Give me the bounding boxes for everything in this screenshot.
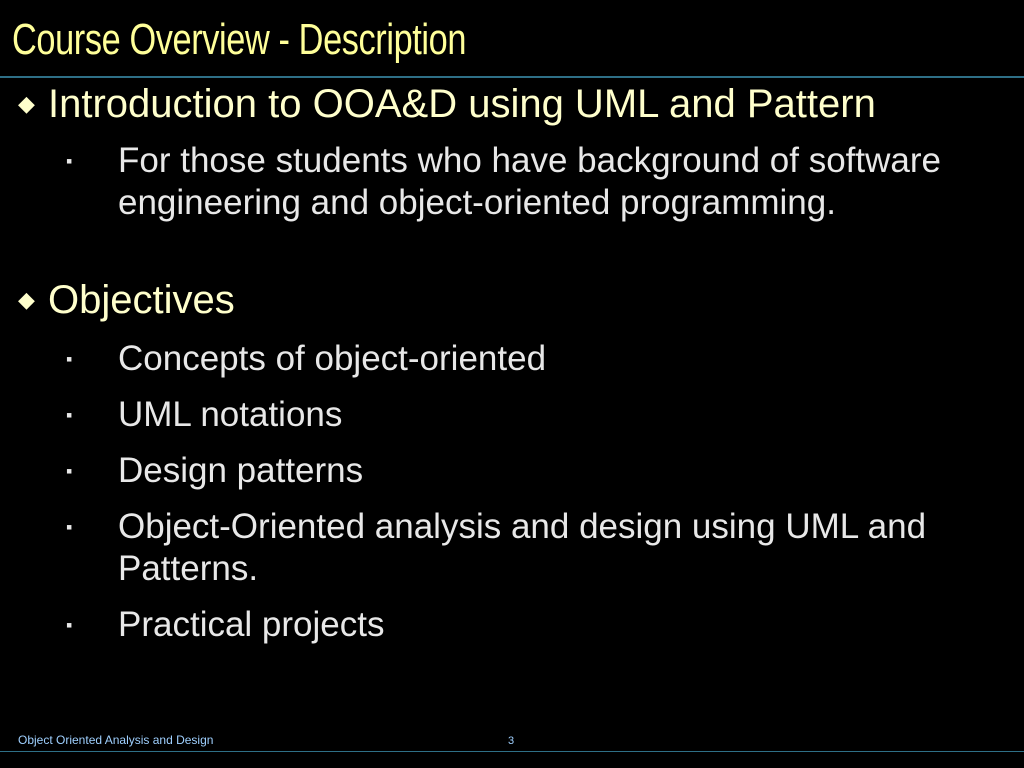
list-item-text: Practical projects [118, 605, 385, 644]
section-heading-objectives [18, 278, 235, 322]
list-item [64, 140, 978, 224]
list-item-text: UML notations [118, 395, 343, 434]
footer-divider [0, 751, 1024, 752]
diamond-bullet-icon: ◆ [18, 91, 35, 116]
list-item [64, 394, 978, 436]
square-bullet-icon: ▪ [66, 461, 73, 481]
list-item [64, 450, 978, 492]
diamond-bullet-icon: ◆ [18, 287, 35, 312]
list-item-text: Object-Oriented analysis and design using UML and Patterns. [118, 507, 927, 588]
square-bullet-icon: ▪ [66, 405, 73, 425]
title-divider [0, 76, 1024, 78]
list-item [64, 506, 978, 590]
footer-page-number: 3 [508, 735, 515, 747]
section-heading-text: Objectives [48, 278, 235, 322]
square-bullet-icon: ▪ [66, 615, 73, 635]
square-bullet-icon: ▪ [66, 517, 73, 537]
list-item-text: Design patterns [118, 451, 364, 490]
square-bullet-icon: ▪ [66, 349, 73, 369]
list-item-text: For those students who have background of software engineering and object-oriented programming. [118, 141, 941, 222]
list-item-text: Concepts of object-oriented [118, 339, 547, 378]
section-heading-text: Introduction to OOA&D using UML and Pattern [48, 82, 876, 126]
list-item [64, 604, 978, 646]
list-item [64, 338, 978, 380]
slide-title: Course Overview - Description [12, 15, 467, 64]
square-bullet-icon: ▪ [66, 151, 73, 171]
footer-course-title: Object Oriented Analysis and Design [18, 733, 214, 747]
section-heading-intro [18, 82, 876, 126]
